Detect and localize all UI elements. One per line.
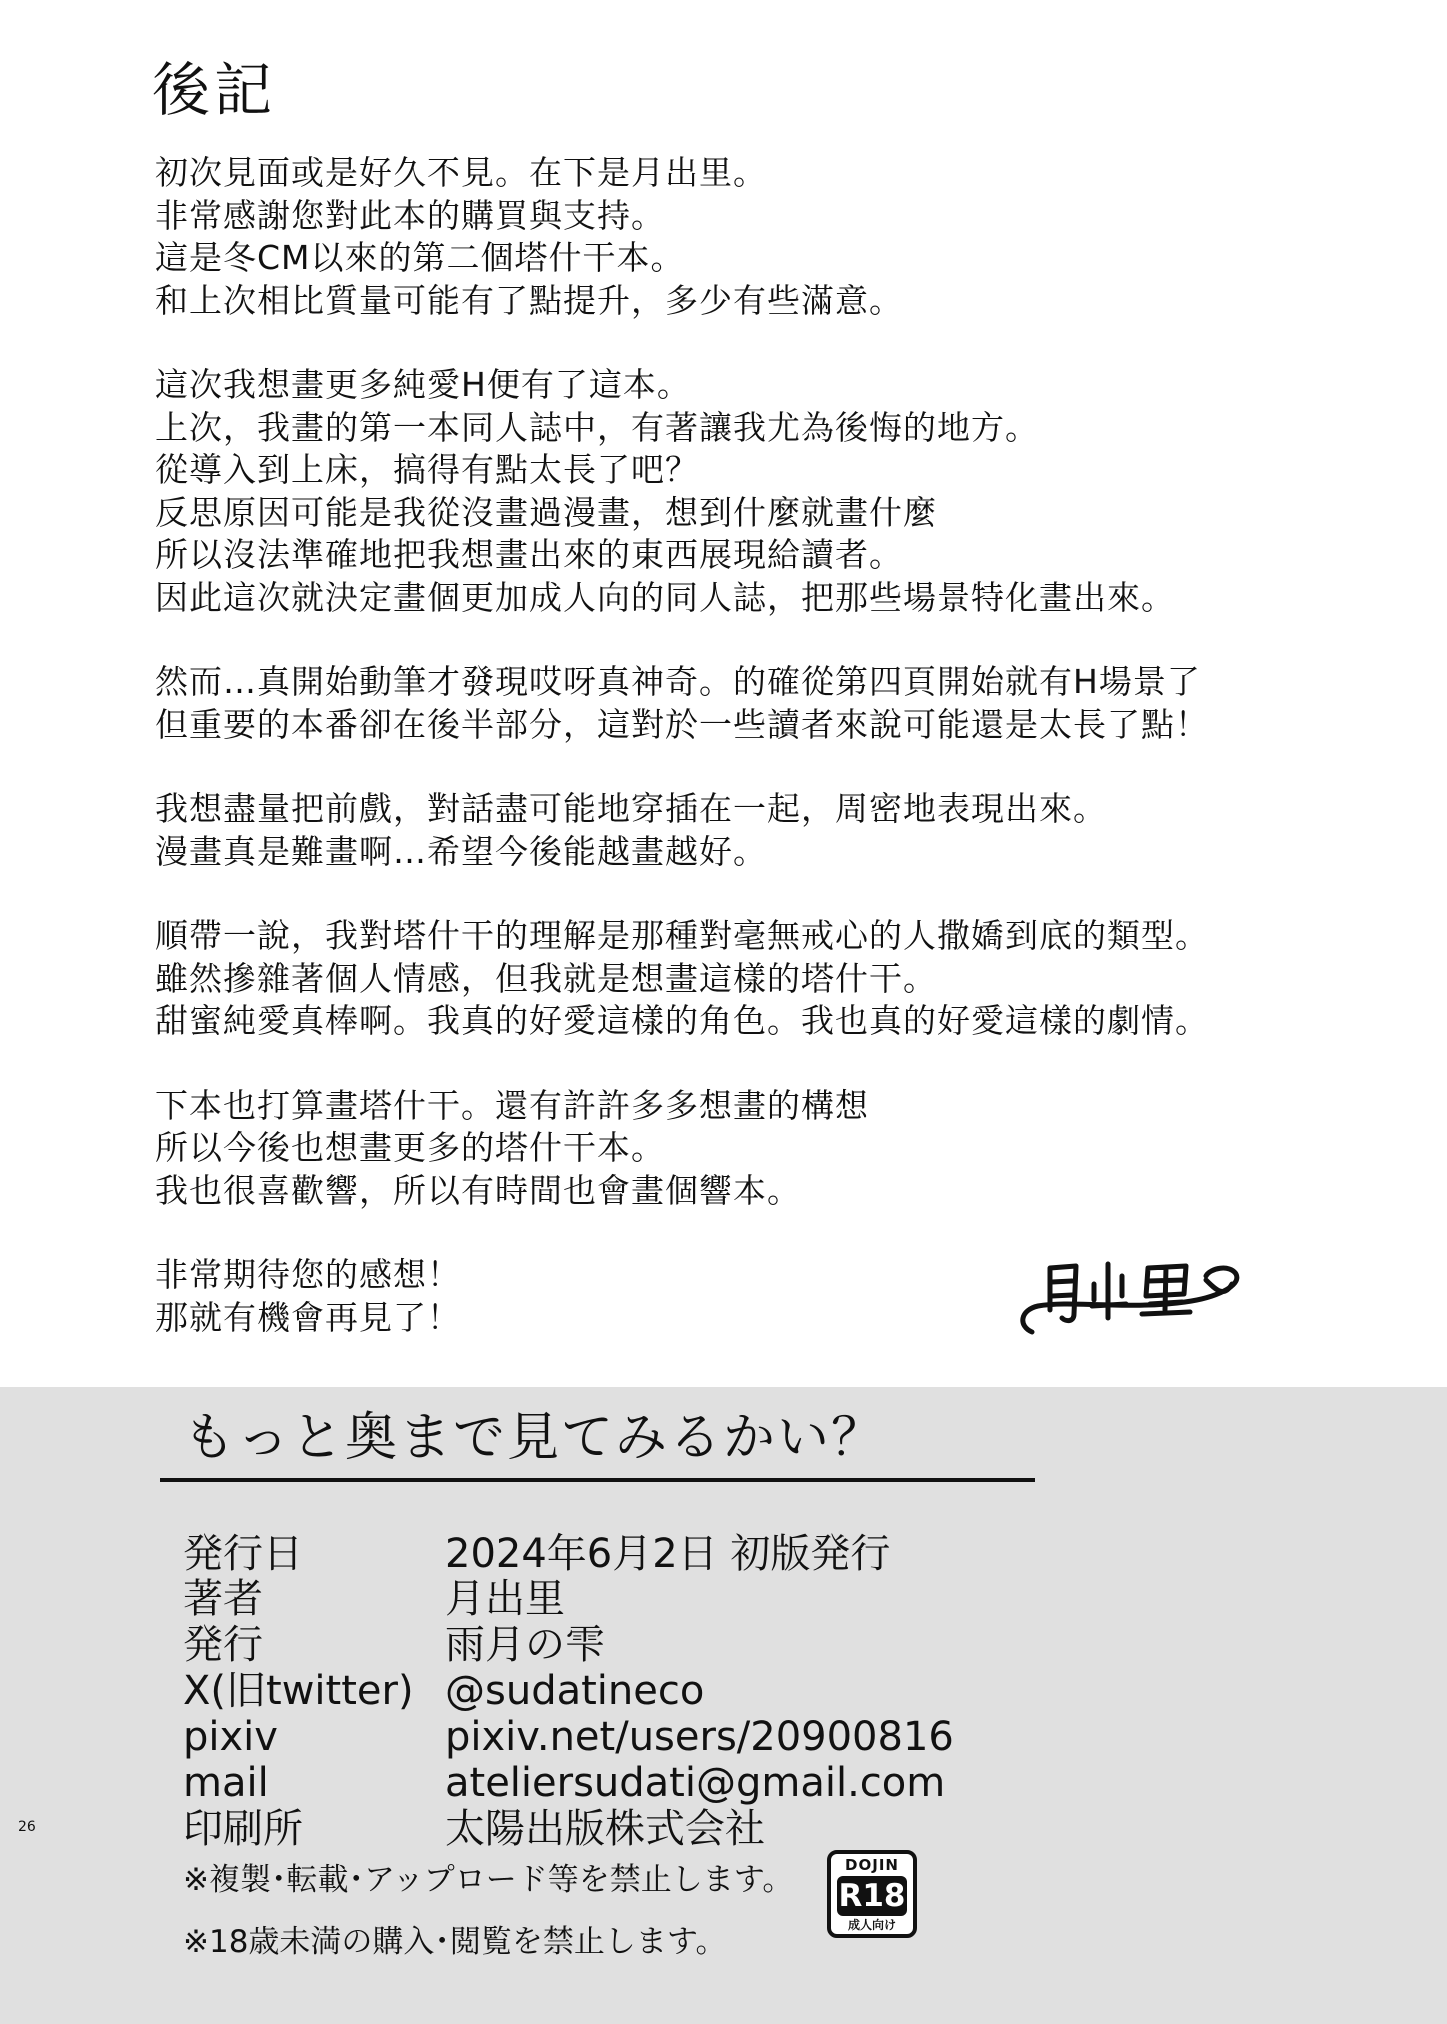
info-label: mail (183, 1760, 269, 1806)
info-label: X(旧twitter) (183, 1668, 414, 1714)
text-line: 下本也打算畫塔什干。還有許許多多想畫的構想 (155, 1085, 869, 1125)
info-value: pixiv.net/users/20900816 (445, 1714, 954, 1760)
paragraph (155, 152, 1355, 322)
notice-no-reproduction: ※複製･転載･アップロード等を禁止します。 (183, 1862, 794, 1898)
badge-label-top: DOJIN (845, 1856, 899, 1874)
info-value: 2024年6月2日 初版発行 (445, 1531, 891, 1577)
text-line: 雖然摻雜著個人情感，但我就是想畫這樣的塔什干。 (155, 958, 937, 998)
page-number: 26 (18, 1819, 36, 1835)
info-value: 雨月の雫 (445, 1622, 605, 1668)
info-label: 発行 (183, 1622, 263, 1668)
text-line: 甜蜜純愛真棒啊。我真的好愛這樣的角色。我也真的好愛這樣的劇情。 (155, 1001, 1209, 1040)
text-line: 從導入到上床，搞得有點太長了吧？ (155, 450, 699, 489)
notice-age-restriction: ※18歳未満の購入･閲覧を禁止します。 (183, 1924, 727, 1960)
text-line: 所以今後也想畫更多的塔什干本。 (155, 1128, 665, 1167)
text-line: 然而…真開始動筆才發現哎呀真神奇。的確從第四頁開始就有H場景了 (155, 662, 1201, 701)
text-line: 那就有機會再見了！ (155, 1297, 461, 1337)
info-value: @sudatineco (445, 1668, 705, 1714)
paragraph (155, 661, 1355, 746)
text-line: 非常感謝您對此本的購買與支持。 (155, 195, 665, 235)
info-label: 発行日 (183, 1531, 303, 1577)
badge-label-bottom: 成人向け (847, 1918, 896, 1932)
text-line: 反思原因可能是我從沒畫過漫畫，想到什麼就畫什麼 (155, 492, 937, 532)
paragraph (155, 788, 1355, 873)
title-divider (160, 1478, 1035, 1482)
text-line: 所以沒法準確地把我想畫出來的東西展現給讀者。 (155, 535, 903, 574)
text-line: 漫畫真是難畫啊…希望今後能越畫越好。 (155, 831, 767, 871)
r18-badge (827, 1850, 917, 1938)
signature-image (1010, 1240, 1250, 1350)
info-label: 印刷所 (183, 1806, 303, 1852)
paragraph (155, 915, 1355, 1043)
text-line: 初次見面或是好久不見。在下是月出里。 (155, 153, 767, 192)
text-line: 我也很喜歡響，所以有時間也會畫個響本。 (155, 1170, 801, 1210)
text-line: 上次，我畫的第一本同人誌中，有著讓我尤為後悔的地方。 (155, 407, 1039, 447)
book-title: もっと奥まで見てみるかい？ (183, 1408, 886, 1468)
afterword-body (155, 152, 1355, 1381)
text-line: 和上次相比質量可能有了點提升，多少有些滿意。 (155, 280, 903, 320)
paragraph (155, 1085, 1355, 1213)
info-value: 月出里 (445, 1576, 565, 1622)
afterword-title: 後記 (152, 56, 277, 124)
text-line: 我想盡量把前戲，對話盡可能地穿插在一起，周密地表現出來。 (155, 789, 1107, 828)
info-value: 太陽出版株式会社 (445, 1806, 765, 1852)
paragraph (155, 364, 1355, 619)
text-line: 非常期待您的感想！ (155, 1255, 461, 1294)
info-value: ateliersudati@gmail.com (445, 1760, 946, 1806)
text-line: 但重要的本番卻在後半部分，這對於一些讀者來說可能還是太長了點！ (155, 704, 1209, 744)
info-label: 著者 (183, 1576, 263, 1622)
badge-label-rating: R18 (838, 1878, 906, 1914)
text-line: 順帶一說，我對塔什干的理解是那種對毫無戒心的人撒嬌到底的類型。 (155, 916, 1209, 955)
text-line: 這是冬CM以來的第二個塔什干本。 (155, 238, 685, 277)
text-line: 這次我想畫更多純愛H便有了這本。 (155, 365, 691, 404)
text-line: 因此這次就決定畫個更加成人向的同人誌，把那些場景特化畫出來。 (155, 577, 1175, 617)
info-label: pixiv (183, 1714, 278, 1760)
